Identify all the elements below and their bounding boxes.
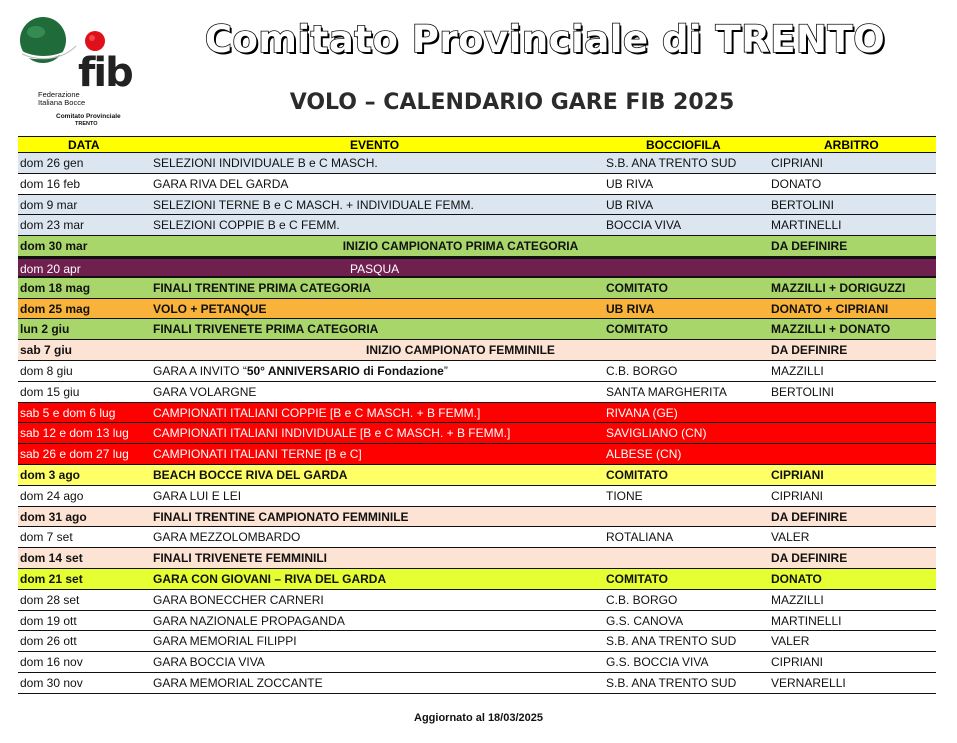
row-referee: DONATO + CIPRIANI — [771, 301, 889, 316]
row-referee: DA DEFINIRE — [771, 239, 848, 254]
row-event: GARA RIVA DEL GARDA — [153, 176, 289, 191]
header-date: DATA — [68, 138, 100, 152]
row-club: S.B. ANA TRENTO SUD — [606, 156, 737, 170]
row-event: GARA MEMORIAL FILIPPI — [153, 634, 297, 649]
row-referee: MARTINELLI — [771, 218, 842, 233]
table-row — [18, 195, 936, 216]
table-row — [18, 236, 936, 257]
row-referee: CIPRIANI — [771, 467, 824, 482]
row-date: dom 30 nov — [20, 675, 83, 690]
row-date: dom 25 mag — [20, 301, 91, 316]
logo-committee-line2: TRENTO — [75, 121, 98, 127]
table-row — [18, 403, 936, 424]
fib-logo-text: fib — [78, 50, 132, 96]
row-date: dom 7 set — [20, 530, 73, 545]
row-date: sab 5 e dom 6 lug — [20, 405, 116, 420]
table-row — [18, 444, 936, 465]
table-row — [18, 340, 936, 361]
row-club: UB RIVA — [606, 197, 654, 212]
table-row — [18, 611, 936, 632]
header-club: BOCCIOFILA — [646, 138, 721, 152]
row-referee: DA DEFINIRE — [771, 343, 848, 358]
row-club: S.B. ANA TRENTO SUD — [606, 675, 737, 690]
row-date: dom 31 ago — [20, 509, 87, 524]
row-date: dom 26 gen — [20, 156, 84, 170]
row-referee: MAZZILLI — [771, 592, 824, 607]
row-date: dom 24 ago — [20, 488, 84, 503]
row-club: SAVIGLIANO (CN) — [606, 426, 707, 441]
row-referee: MAZZILLI + DORIGUZZI — [771, 280, 906, 295]
row-event: GARA A INVITO “50° ANNIVERSARIO di Fondazione” — [153, 363, 448, 378]
header-referee: ARBITRO — [824, 138, 879, 152]
row-club: UB RIVA — [606, 176, 654, 191]
row-date: sab 12 e dom 13 lug — [20, 426, 129, 441]
table-body — [18, 153, 936, 694]
row-club: G.S. BOCCIA VIVA — [606, 655, 709, 670]
table-row — [18, 361, 936, 382]
row-event: CAMPIONATI ITALIANI INDIVIDUALE [B e C MASCH. + B FEMM.] — [153, 426, 511, 441]
row-referee: BERTOLINI — [771, 197, 834, 212]
row-event: GARA LUI E LEI — [153, 488, 242, 503]
row-event: SELEZIONI TERNE B e C MASCH. + INDIVIDUALE FEMM. — [153, 197, 474, 212]
row-club: BOCCIA VIVA — [606, 218, 682, 233]
row-date: sab 7 giu — [20, 343, 73, 358]
table-row — [18, 174, 936, 195]
table-row — [18, 548, 936, 569]
table-row — [18, 631, 936, 652]
logo-federation-line1: Federazione — [38, 90, 80, 99]
row-referee: BERTOLINI — [771, 384, 834, 399]
row-event: VOLO + PETANQUE — [153, 301, 267, 316]
row-date: dom 26 ott — [20, 634, 77, 649]
row-event: GARA VOLARGNE — [153, 384, 257, 399]
table-row — [18, 215, 936, 236]
row-referee: CIPRIANI — [771, 488, 824, 503]
table-row — [18, 153, 936, 174]
row-club: COMITATO — [606, 571, 668, 586]
row-club: S.B. ANA TRENTO SUD — [606, 634, 737, 649]
row-event: GARA MEZZOLOMBARDO — [153, 530, 301, 545]
row-date: dom 20 apr — [20, 261, 81, 276]
row-club: C.B. BORGO — [606, 592, 678, 607]
table-row — [18, 486, 936, 507]
row-club: COMITATO — [606, 280, 668, 295]
row-date: dom 16 feb — [20, 176, 81, 191]
row-referee: VALER — [771, 530, 810, 545]
row-referee: VERNARELLI — [771, 675, 846, 690]
row-date: lun 2 giu — [20, 322, 70, 337]
row-event: GARA NAZIONALE PROPAGANDA — [153, 613, 345, 628]
fib-logo — [18, 16, 148, 127]
row-club: ROTALIANA — [606, 530, 674, 545]
table-row — [18, 319, 936, 340]
header-event: EVENTO — [350, 138, 400, 152]
row-date: sab 26 e dom 27 lug — [20, 447, 129, 462]
row-event: FINALI TRIVENETE PRIMA CATEGORIA — [153, 322, 379, 337]
table-row — [18, 652, 936, 673]
row-club: G.S. CANOVA — [606, 613, 684, 628]
row-referee: MAZZILLI — [771, 363, 824, 378]
row-date: dom 8 giu — [20, 363, 73, 378]
row-event: FINALI TRENTINE PRIMA CATEGORIA — [153, 280, 371, 295]
table-row — [18, 569, 936, 590]
logo-committee-line1: Comitato Provinciale — [56, 113, 121, 120]
row-event: GARA BOCCIA VIVA — [153, 655, 265, 670]
row-event: FINALI TRIVENETE FEMMINILI — [153, 551, 327, 566]
row-date: dom 30 mar — [20, 239, 88, 254]
row-date: dom 23 mar — [20, 218, 85, 233]
row-date: dom 21 set — [20, 571, 83, 586]
row-event-span: PASQUA — [350, 261, 400, 276]
table-row — [18, 299, 936, 320]
row-event: GARA MEMORIAL ZOCCANTE — [153, 675, 323, 690]
row-referee: DONATO — [771, 571, 822, 586]
row-referee: VALER — [771, 634, 810, 649]
row-club: COMITATO — [606, 322, 668, 337]
row-event: GARA BONECCHER CARNERI — [153, 592, 324, 607]
page-subtitle: VOLO – CALENDARIO GARE FIB 2025 — [289, 90, 735, 115]
row-club: UB RIVA — [606, 301, 655, 316]
table-row — [18, 507, 936, 528]
row-referee: DA DEFINIRE — [771, 509, 848, 524]
row-referee: CIPRIANI — [771, 655, 824, 670]
table-row — [18, 382, 936, 403]
calendar-table — [18, 136, 936, 694]
row-date: dom 14 set — [20, 551, 83, 566]
row-referee: DA DEFINIRE — [771, 551, 848, 566]
row-date: dom 15 giu — [20, 384, 80, 399]
row-club: RIVANA (GE) — [606, 405, 678, 420]
last-updated: Aggiornato al 18/03/2025 — [414, 712, 543, 724]
row-date: dom 3 ago — [20, 467, 81, 482]
row-club: ALBESE (CN) — [606, 447, 682, 462]
row-event: SELEZIONI COPPIE B e C FEMM. — [153, 218, 340, 233]
row-event: CAMPIONATI ITALIANI TERNE [B e C] — [153, 447, 362, 462]
logo-federation-line2: Italiana Bocce — [38, 98, 86, 107]
row-date: dom 28 set — [20, 592, 80, 607]
row-club: SANTA MARGHERITA — [606, 384, 727, 399]
row-event-span: INIZIO CAMPIONATO FEMMINILE — [366, 343, 555, 358]
row-referee: CIPRIANI — [771, 156, 824, 170]
table-row — [18, 278, 936, 299]
row-referee: MARTINELLI — [771, 613, 842, 628]
row-event: BEACH BOCCE RIVA DEL GARDA — [153, 467, 348, 482]
row-referee: MAZZILLI + DONATO — [771, 322, 891, 337]
row-date: dom 9 mar — [20, 197, 78, 212]
table-row — [18, 527, 936, 548]
table-row — [18, 590, 936, 611]
table-row — [18, 465, 936, 486]
table-row — [18, 673, 936, 694]
table-header-row — [18, 136, 936, 153]
row-date: dom 18 mag — [20, 280, 91, 295]
row-date: dom 16 nov — [20, 655, 83, 670]
page-title: Comitato Provinciale di TRENTO — [204, 18, 886, 61]
row-date: dom 19 ott — [20, 613, 77, 628]
row-event-span: INIZIO CAMPIONATO PRIMA CATEGORIA — [342, 239, 579, 254]
table-row — [18, 257, 936, 278]
row-event: CAMPIONATI ITALIANI COPPIE [B e C MASCH. + B FEMM.] — [153, 405, 481, 420]
row-referee: DONATO — [771, 176, 822, 191]
row-event: SELEZIONI INDIVIDUALE B e C MASCH. — [153, 156, 378, 170]
row-event: FINALI TRENTINE CAMPIONATO FEMMINILE — [153, 509, 409, 524]
row-event: GARA CON GIOVANI – RIVA DEL GARDA — [153, 571, 387, 586]
row-club: C.B. BORGO — [606, 363, 678, 378]
table-row — [18, 423, 936, 444]
row-club: TIONE — [606, 488, 643, 503]
row-club: COMITATO — [606, 467, 668, 482]
